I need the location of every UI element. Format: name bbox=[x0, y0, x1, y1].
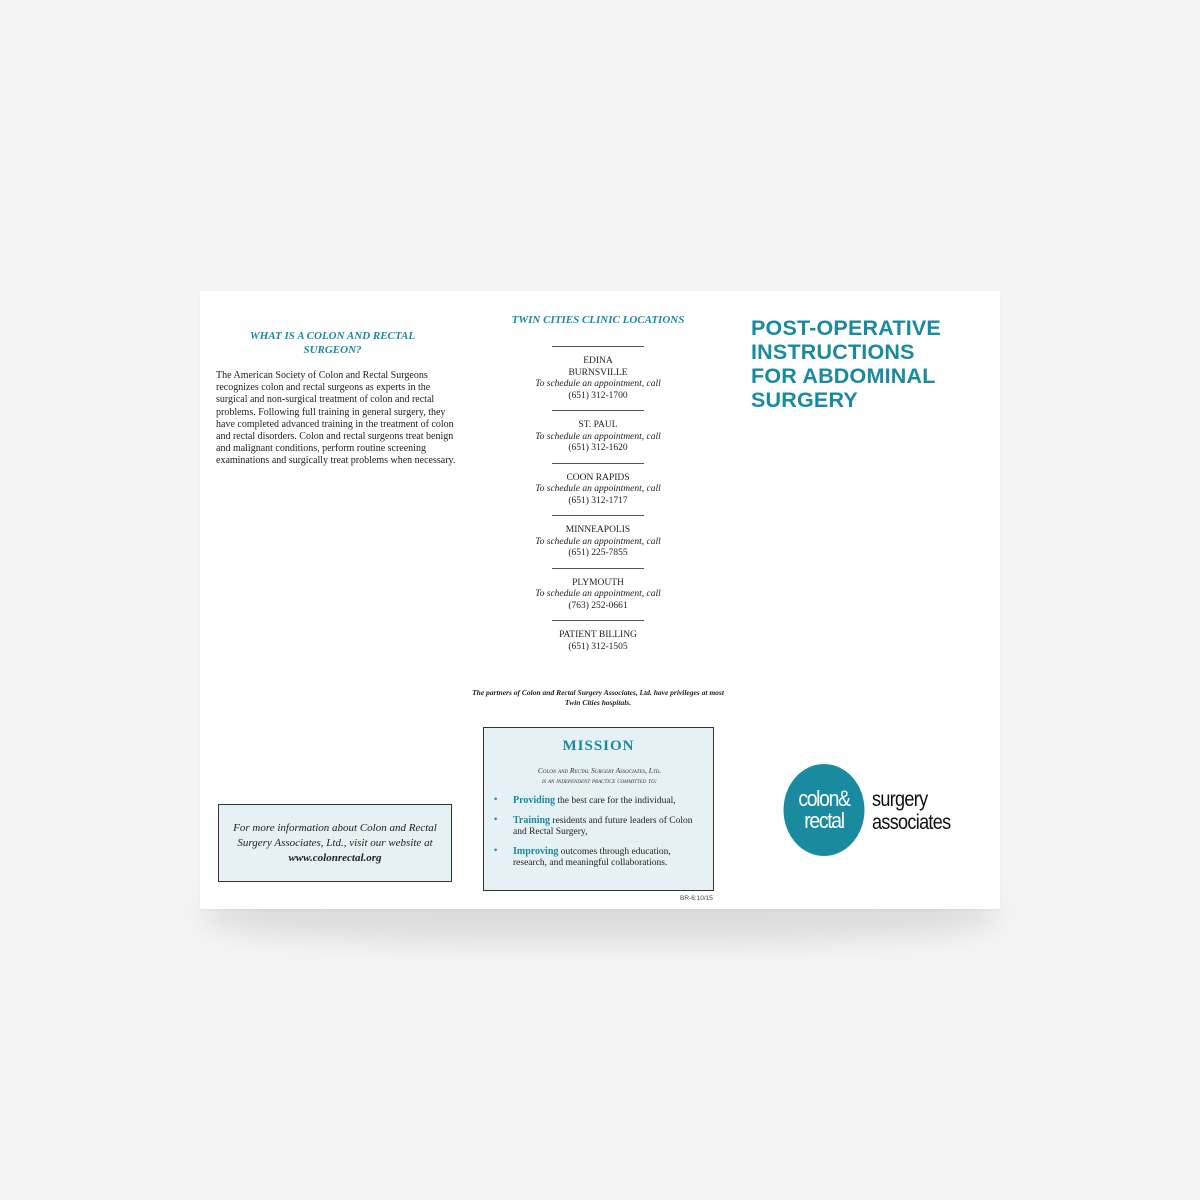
mission-subtitle bbox=[494, 766, 705, 786]
document-code: BR-6:10/15 bbox=[680, 895, 713, 902]
logo-wordmark bbox=[872, 788, 950, 834]
location-item bbox=[510, 420, 686, 455]
locations-heading: TWIN CITIES CLINIC LOCATIONS bbox=[511, 314, 685, 326]
location-note: To schedule an appointment, call bbox=[535, 589, 661, 599]
location-name: MINNEAPOLIS bbox=[565, 525, 631, 535]
location-note: To schedule an appointment, call bbox=[535, 379, 661, 389]
location-item bbox=[510, 525, 686, 560]
locations-list bbox=[510, 346, 686, 661]
bullet-icon: • bbox=[494, 815, 498, 825]
logo-word: surgery bbox=[872, 788, 928, 811]
mission-item-lead: Training bbox=[513, 815, 551, 826]
cover-title-line: FOR ABDOMINAL bbox=[751, 364, 936, 388]
info-text: For more information about Colon and Rectal Surgery Associates, Ltd., visit our website at bbox=[233, 821, 437, 849]
mission-title: MISSION bbox=[562, 738, 635, 754]
location-phone: (763) 252-0661 bbox=[568, 600, 628, 611]
mission-item-lead: Providing bbox=[513, 795, 556, 806]
divider bbox=[552, 410, 644, 411]
location-note: To schedule an appointment, call bbox=[535, 536, 661, 547]
brochure-sheet bbox=[200, 291, 1000, 909]
location-name: PATIENT BILLING bbox=[559, 630, 637, 640]
location-phone: (651) 312-1717 bbox=[568, 495, 628, 506]
website-link[interactable]: www.colonrectal.org bbox=[288, 851, 382, 864]
mission-item-text: outcomes through education, research, and meaningful collaborations. bbox=[513, 847, 671, 868]
location-name: EDINA bbox=[583, 356, 613, 366]
mission-subtitle-line: is an independent practice committed to: bbox=[541, 776, 658, 785]
list-item bbox=[492, 815, 707, 838]
cover-title-line: POST-OPERATIVE bbox=[751, 316, 941, 340]
logo-circle-line: rectal bbox=[804, 808, 844, 833]
partners-note: The partners of Colon and Rectal Surgery Associates, Ltd. have privileges at most Twin Cities hospitals. bbox=[472, 688, 724, 707]
location-phone: (651) 312-1700 bbox=[568, 390, 628, 401]
divider bbox=[552, 620, 644, 621]
divider bbox=[552, 346, 644, 347]
mission-item-text: residents and future leaders of Colon and Rectal Surgery, bbox=[513, 816, 693, 837]
website-info-box bbox=[218, 804, 452, 882]
mission-item-lead: Improving bbox=[513, 846, 559, 857]
cover-title-line: INSTRUCTIONS bbox=[751, 340, 915, 364]
divider bbox=[552, 463, 644, 464]
cover-title-line: SURGERY bbox=[751, 388, 858, 412]
left-body-text: The American Society of Colon and Rectal Surgeons recognizes colon and rectal surgeons as experts in the surgical and non-surgical treatment of colon and rectal problems. Following full training in general surgery, they have completed advanced training in the treatment of colon and rectal disorders. Colon and rectal surgeons treat benign and malignant conditions, perform routine screening examinations and surgically treat problems when necessary. bbox=[216, 370, 456, 467]
mission-box bbox=[483, 727, 714, 891]
left-heading: WHAT IS A COLON AND RECTAL SURGEON? bbox=[249, 330, 416, 356]
location-phone: (651) 312-1505 bbox=[568, 641, 628, 652]
mission-list bbox=[492, 795, 707, 877]
location-name: COON RAPIDS bbox=[566, 472, 630, 483]
location-note: To schedule an appointment, call bbox=[535, 431, 661, 442]
list-item bbox=[492, 846, 707, 869]
mission-item-text: the best care for the individual, bbox=[557, 796, 676, 806]
cover-title bbox=[751, 316, 981, 412]
list-item bbox=[492, 795, 707, 807]
divider bbox=[552, 515, 644, 516]
mission-subtitle-line: Colon and Rectal Surgery Associates, Ltd. bbox=[537, 766, 662, 775]
location-item bbox=[510, 578, 686, 613]
location-name: ST. PAUL bbox=[578, 420, 618, 430]
location-phone: (651) 225-7855 bbox=[568, 548, 628, 558]
logo-circle-line: colon& bbox=[798, 786, 850, 811]
divider bbox=[552, 568, 644, 569]
location-item bbox=[510, 356, 686, 402]
location-note: To schedule an appointment, call bbox=[535, 484, 661, 494]
location-phone: (651) 312-1620 bbox=[568, 443, 628, 453]
logo-circle bbox=[784, 764, 865, 856]
location-item bbox=[510, 473, 686, 508]
logo-word: associates bbox=[872, 811, 951, 834]
bullet-icon: • bbox=[494, 846, 498, 856]
location-name-2: BURNSVILLE bbox=[568, 367, 628, 378]
bullet-icon: • bbox=[494, 795, 498, 805]
location-name: PLYMOUTH bbox=[572, 577, 624, 588]
location-item bbox=[510, 630, 686, 653]
